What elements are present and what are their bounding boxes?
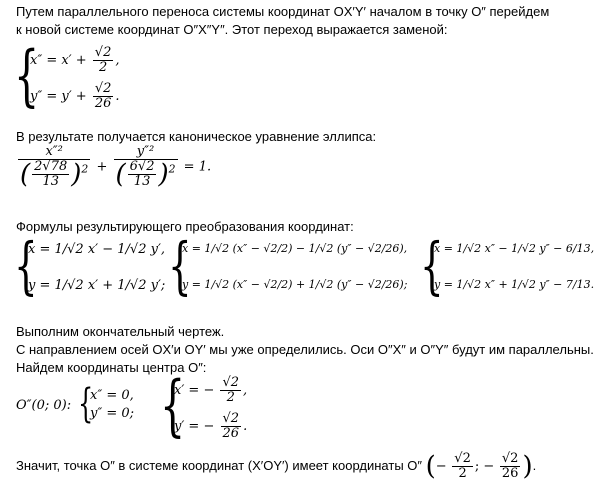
- formula-middle-row-2: y = 1/√2 (x″ − √2/2) + 1/√2 (y″ − √2/26);: [182, 278, 408, 291]
- fraction-x: x″² ( $\frac{2√78}{13}$ )$^2$: [20, 144, 89, 190]
- formula-left-row-1: x = 1/√2 x′ − 1/√2 y′,: [28, 242, 166, 257]
- formula-right-row-1: x = 1/√2 x″ − 1/√2 y″ − 6/13,: [434, 242, 595, 255]
- center-sys1-row-1: x″ = 0,: [90, 388, 134, 403]
- formula-left-row-2: y = 1/√2 x′ + 1/√2 y′;: [28, 278, 166, 293]
- center-point: O″(0; 0):: [16, 398, 72, 413]
- canonical-caption: В результате получается каноническое уравнение эллипса:: [16, 129, 377, 144]
- formula-middle-row-1: x = 1/√2 (x″ − √2/2) − 1/√2 (y″ − √2/26),: [182, 242, 408, 255]
- fraction: $\frac{√2}{2}$: [94, 45, 112, 75]
- fraction: $\frac{√2}{26}$: [94, 81, 112, 111]
- left-brace: {: [78, 381, 94, 427]
- shift-row-2: y″ = y′ + $\frac{√2}{26}$ .: [30, 81, 120, 111]
- formulas-left: [14, 229, 174, 306]
- center-sys2-row-1: x′ = − $\frac{√2}{2}$ ,: [174, 375, 248, 405]
- fraction: $\frac{√2}{2}$: [222, 375, 240, 405]
- intro-line-2: к новой системе координат O″X″Y″. Этот переход выражается заменой:: [16, 22, 448, 37]
- formula-right-row-2: y = 1/√2 x″ + 1/√2 y″ − 7/13.: [434, 278, 595, 291]
- conclusion: Значит, точка O″ в системе координат (X′OY′) имеет координаты O″ (− $\frac{√2}{2}$ ; − $\frac{√2}{26}$ ).: [16, 451, 537, 482]
- formulas-middle: [168, 229, 408, 306]
- left-brace: {: [160, 367, 186, 444]
- center-system-2: [160, 367, 280, 448]
- center-sys2-row-2: y′ = − $\frac{√2}{26}$ .: [174, 411, 248, 441]
- drawing-line-3: Найдем координаты центра O″:: [16, 360, 207, 375]
- center-system-1: [78, 381, 158, 428]
- formulas-caption: Формулы результирующего преобразования координат:: [16, 219, 354, 234]
- fraction-y: y″² ( $\frac{6√2}{13}$ )$^2$: [115, 144, 176, 190]
- shift-row-1: x″ = x′ + $\frac{√2}{2}$ ,: [30, 45, 120, 75]
- left-brace: {: [420, 229, 444, 302]
- fraction: $\frac{√2}{2}$: [454, 451, 471, 481]
- left-brace: {: [14, 37, 40, 114]
- left-brace: {: [14, 229, 38, 302]
- shift-system: [14, 37, 124, 118]
- formulas-right: [420, 229, 596, 306]
- drawing-line-1: Выполним окончательный чертеж.: [16, 324, 225, 339]
- drawing-line-2: С направлением осей OX′и OY′ мы уже определились. Оси O″X″ и O″Y″ будут им параллельны.: [16, 342, 594, 357]
- fraction: $\frac{√2}{26}$: [501, 451, 519, 481]
- canonical-equation: x″² ( $\frac{2√78}{13}$ )$^2$ + y″² ( $\frac{6√2}{13}$ )$^2$ = 1.: [20, 144, 212, 190]
- center-sys1-row-2: y″ = 0;: [90, 406, 135, 421]
- fraction: $\frac{√2}{26}$: [222, 411, 240, 441]
- left-brace: {: [168, 229, 192, 302]
- intro-line-1: Путем параллельного переноса системы координат OX′Y′ началом в точку O″ перейдем: [16, 4, 550, 19]
